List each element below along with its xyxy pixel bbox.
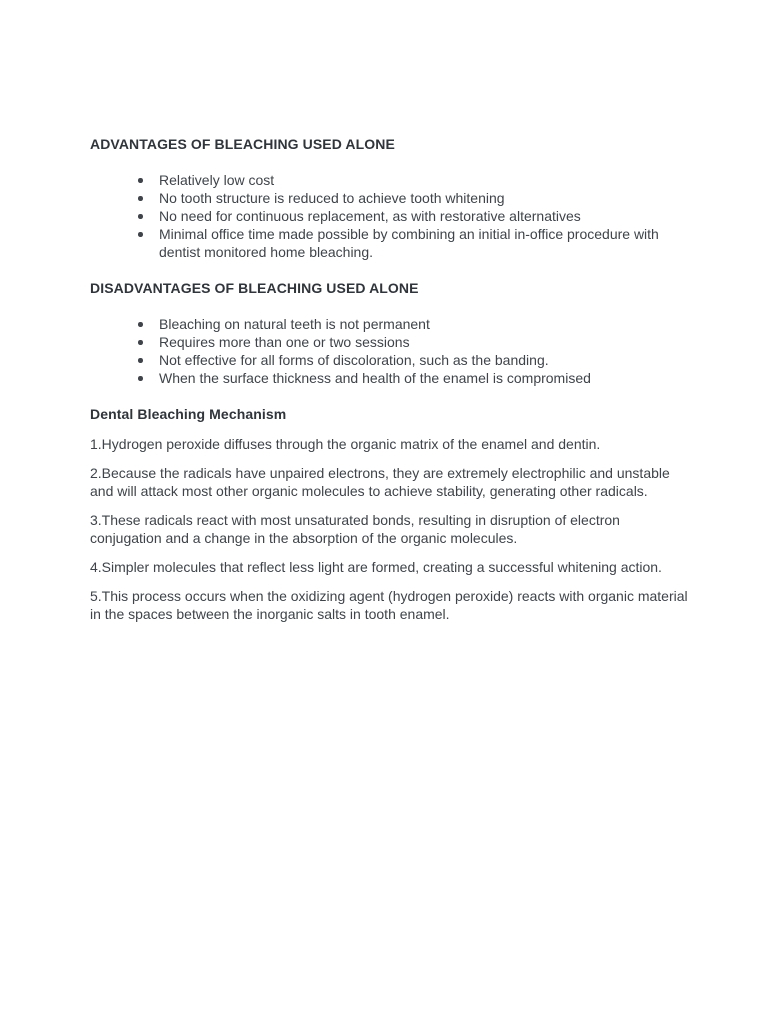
list-item: Requires more than one or two sessions (90, 333, 690, 351)
list-item: Minimal office time made possible by combining an initial in-office procedure with dentist monitored home bleaching. (90, 225, 690, 261)
list-item: No tooth structure is reduced to achieve tooth whitening (90, 189, 690, 207)
list-item: No need for continuous replacement, as with restorative alternatives (90, 207, 690, 225)
mechanism-paragraph: 3.These radicals react with most unsaturated bonds, resulting in disruption of electron conjugation and a change in the absorption of the organic molecules. (90, 512, 620, 546)
list-item: Not effective for all forms of discoloration, such as the banding. (90, 351, 690, 369)
disadvantages-heading: DISADVANTAGES OF BLEACHING USED ALONE (90, 280, 419, 296)
mechanism-paragraph: 2.Because the radicals have unpaired electrons, they are extremely electrophilic and unstable and will attack most other organic molecules to achieve stability, generating other radicals. (90, 465, 670, 499)
advantages-list (90, 171, 690, 261)
mechanism-paragraph: 1.Hydrogen peroxide diffuses through the organic matrix of the enamel and dentin. (90, 436, 601, 452)
advantages-heading: ADVANTAGES OF BLEACHING USED ALONE (90, 136, 395, 152)
list-item: When the surface thickness and health of the enamel is compromised (90, 369, 690, 387)
mechanism-paragraph: 4.Simpler molecules that reflect less light are formed, creating a successful whitening action. (90, 559, 662, 575)
mechanism-heading: Dental Bleaching Mechanism (90, 406, 287, 422)
list-item: Relatively low cost (90, 171, 690, 189)
disadvantages-list (90, 315, 690, 387)
list-item: Bleaching on natural teeth is not permanent (90, 315, 690, 333)
mechanism-paragraph: 5.This process occurs when the oxidizing agent (hydrogen peroxide) reacts with organic material in the spaces between the inorganic salts in tooth enamel. (90, 588, 688, 622)
document-content (90, 133, 690, 623)
